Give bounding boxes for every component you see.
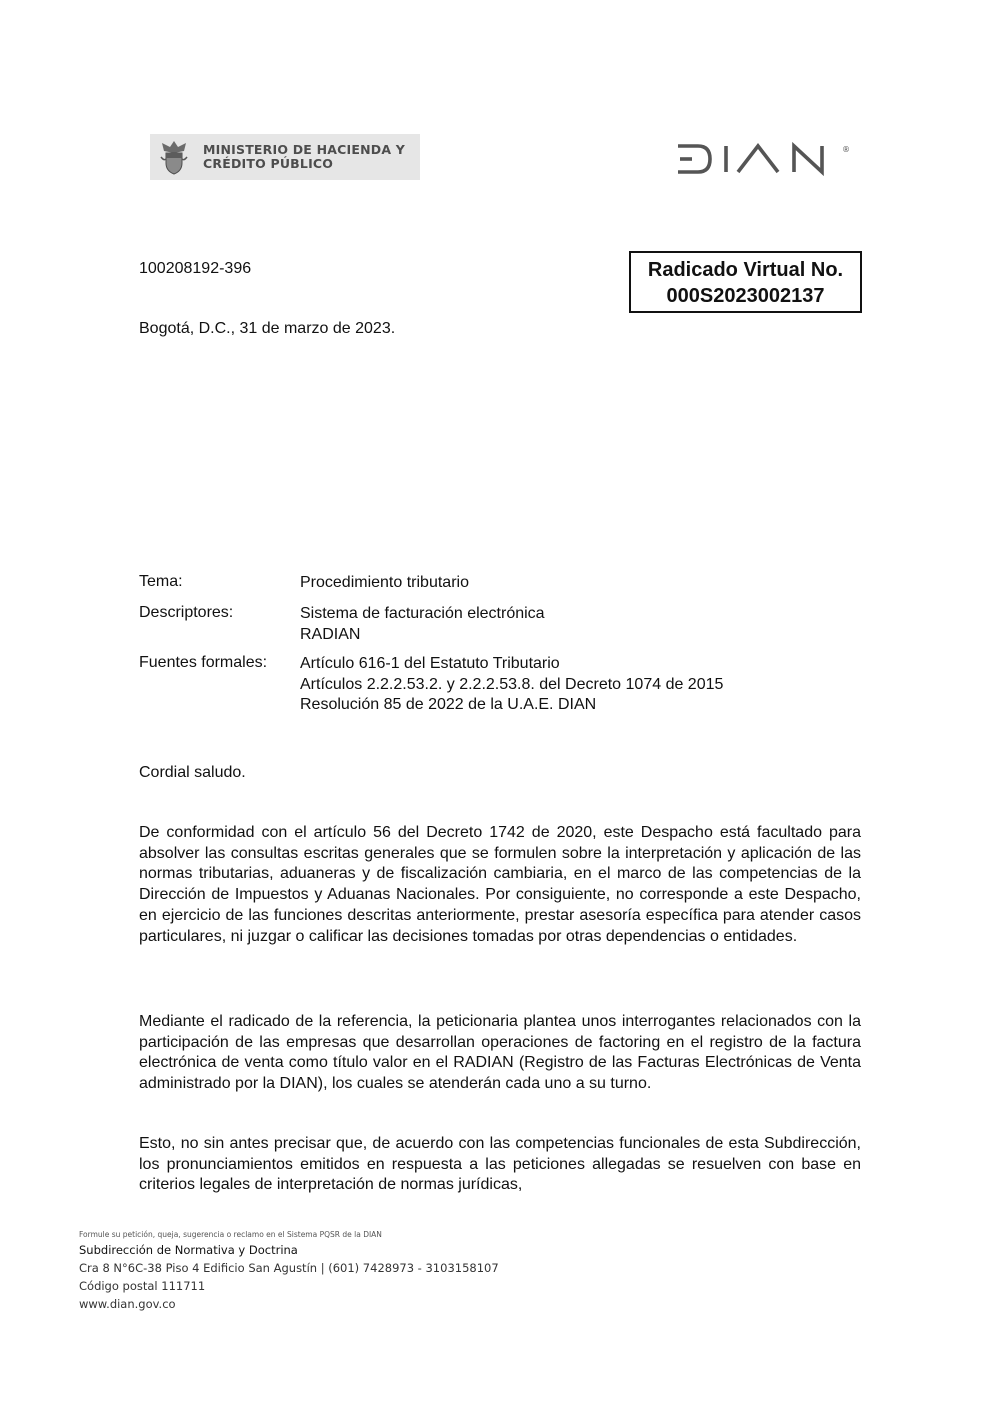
greeting: Cordial saludo.	[139, 764, 246, 781]
reference-number: 100208192-396	[139, 260, 252, 277]
footer-office: Subdirección de Normativa y Doctrina	[79, 1243, 298, 1257]
descriptor-item: RADIAN	[300, 625, 361, 643]
tema-value: Procedimiento tributario	[300, 574, 469, 591]
fuentes-label: Fuentes formales:	[139, 654, 268, 671]
fuente-item: Artículos 2.2.2.53.2. y 2.2.2.53.8. del Decreto 1074 de 2015	[300, 675, 724, 693]
page-footer	[79, 1229, 499, 1313]
fuentes-values	[300, 654, 723, 716]
fuente-item: Resolución 85 de 2022 de la U.A.E. DIAN	[300, 696, 597, 713]
body-paragraph-1: De conformidad con el artículo 56 del Decreto 1742 de 2020, este Despacho está facultado para absolver las consultas escritas generales que se formulen sobre la interpretación y aplicación de las normas tributarias, aduaneras y de fiscalización cambiaria, en el marco de las competencias de la Dirección de Impuestos y Aduanas Nacionales. Por consiguiente, no corresponde a este Despacho, en ejercicio de las funciones descritas anteriormente, prestar asesoría específica para atender casos particulares, ni juzgar o calificar las decisiones tomadas por otras dependencias o entidades.	[139, 824, 861, 945]
body-paragraph-3: Esto, no sin antes precisar que, de acuerdo con las competencias funcionales de esta Subdirección, los pronunciamientos emitidos en respuesta a las peticiones allegadas se resuelven con base en criterios legales de interpretación de normas jurídicas,	[139, 1135, 861, 1194]
footer-postal-code: Código postal 111711	[79, 1279, 206, 1293]
registered-mark: ®	[842, 145, 850, 154]
tema-label: Tema:	[139, 573, 183, 590]
ministry-name-line1: MINISTERIO DE HACIENDA Y	[203, 142, 406, 157]
document-date: Bogotá, D.C., 31 de marzo de 2023.	[139, 320, 396, 337]
body-paragraph-2: Mediante el radicado de la referencia, la peticionaria plantea unos interrogantes relacionados con la participación de las empresas que desarrollan operaciones de factoring en el registro de la factura electrónica de venta como título valor en el RADIAN (Registro de las Facturas Electrónicas de Venta administrado por la DIAN), los cuales se atenderán cada uno a su turno.	[139, 1013, 861, 1093]
footer-address: Cra 8 N°6C-38 Piso 4 Edificio San Agustín | (601) 7428973 - 3103158107	[79, 1261, 499, 1275]
radicado-label: Radicado Virtual No.	[647, 259, 844, 281]
ministry-name	[203, 143, 405, 171]
fuente-item: Artículo 616-1 del Estatuto Tributario	[300, 655, 560, 672]
dian-logo	[674, 140, 854, 178]
descriptor-item: Sistema de facturación electrónica	[300, 605, 545, 622]
footer-website[interactable]: www.dian.gov.co	[79, 1297, 176, 1311]
ministry-name-line2: CRÉDITO PÚBLICO	[203, 156, 334, 171]
radicado-box	[629, 251, 862, 313]
coat-of-arms-icon	[159, 139, 189, 175]
radicado-number: 000S2023002137	[666, 285, 825, 307]
footer-pqsr-note: Formule su petición, queja, sugerencia o reclamo en el Sistema PQSR de la DIAN	[79, 1230, 382, 1239]
descriptores-values	[300, 604, 545, 645]
descriptores-label: Descriptores:	[139, 604, 234, 621]
ministry-logo	[150, 134, 420, 180]
